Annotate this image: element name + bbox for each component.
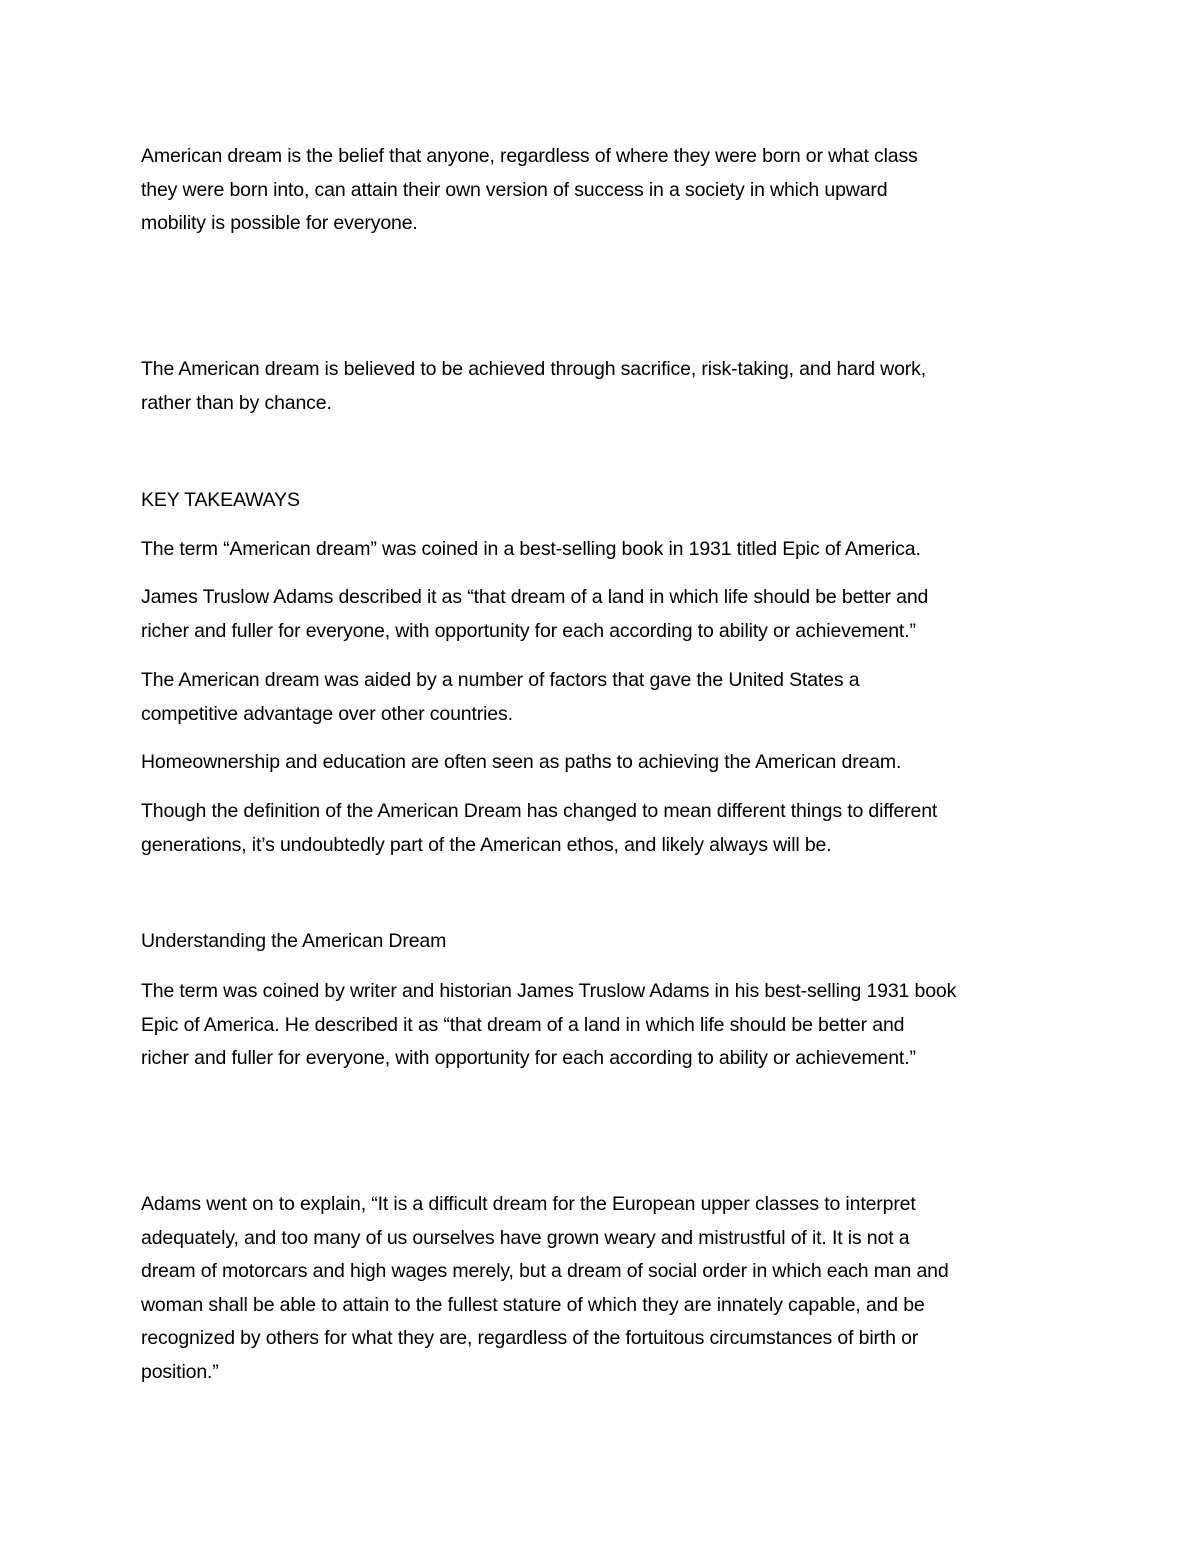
text-line: Though the definition of the American Dream has changed to mean different things to different: [141, 800, 938, 822]
text-line: richer and fuller for everyone, with opportunity for each according to ability or achievement.”: [141, 619, 916, 642]
text-line: James Truslow Adams described it as “that dream of a land in which life should be better and: [141, 586, 929, 608]
text-line: Adams went on to explain, “It is a difficult dream for the European upper classes to interpret: [141, 1193, 916, 1215]
takeaway-item: [141, 795, 1081, 862]
paragraph-achievement: [141, 353, 1081, 420]
paragraph-definition: [141, 140, 1081, 241]
text-line: The term “American dream” was coined in a best-selling book in 1931 titled Epic of America.: [141, 538, 921, 560]
heading-key-takeaways: [141, 484, 1081, 518]
takeaway-item: [141, 746, 1081, 780]
text-line: KEY TAKEAWAYS: [141, 489, 300, 511]
text-line: The American dream is believed to be achieved through sacrifice, risk-taking, and hard work,: [141, 358, 927, 380]
heading-understanding: [141, 925, 1081, 959]
text-line: position.”: [141, 1360, 219, 1383]
text-line: American dream is the belief that anyone, regardless of where they were born or what class: [141, 145, 918, 167]
text-line: they were born into, can attain their own version of success in a society in which upward: [141, 178, 888, 201]
paragraph-understanding: [141, 975, 1081, 1076]
text-line: The American dream was aided by a number of factors that gave the United States a: [141, 669, 860, 691]
text-line: richer and fuller for everyone, with opportunity for each according to ability or achievement.”: [141, 1047, 916, 1069]
text-line: rather than by chance.: [141, 391, 332, 414]
text-line: recognized by others for what they are, regardless of the fortuitous circumstances of birth or: [141, 1327, 919, 1349]
text-line: generations, it’s undoubtedly part of the American ethos, and likely always will be.: [141, 833, 832, 856]
takeaway-item: [141, 581, 1081, 648]
text-line: woman shall be able to attain to the fullest stature of which they are innately capable, and be: [141, 1293, 925, 1316]
text-line: competitive advantage over other countries.: [141, 702, 513, 725]
takeaway-item: [141, 533, 1081, 567]
text-line: adequately, and too many of us ourselves have grown weary and mistrustful of it. It is not a: [141, 1226, 910, 1249]
takeaway-item: [141, 664, 1081, 731]
text-line: Epic of America. He described it as “that dream of a land in which life should be better and: [141, 1013, 905, 1036]
text-line: dream of motorcars and high wages merely, but a dream of social order in which each man and: [141, 1260, 949, 1282]
text-line: mobility is possible for everyone.: [141, 212, 418, 234]
text-line: Homeownership and education are often seen as paths to achieving the American dream.: [141, 751, 902, 773]
text-line: Understanding the American Dream: [141, 930, 447, 952]
paragraph-adams-quote: [141, 1188, 1081, 1389]
text-line: The term was coined by writer and historian James Truslow Adams in his best-selling 1931 book: [141, 980, 957, 1002]
